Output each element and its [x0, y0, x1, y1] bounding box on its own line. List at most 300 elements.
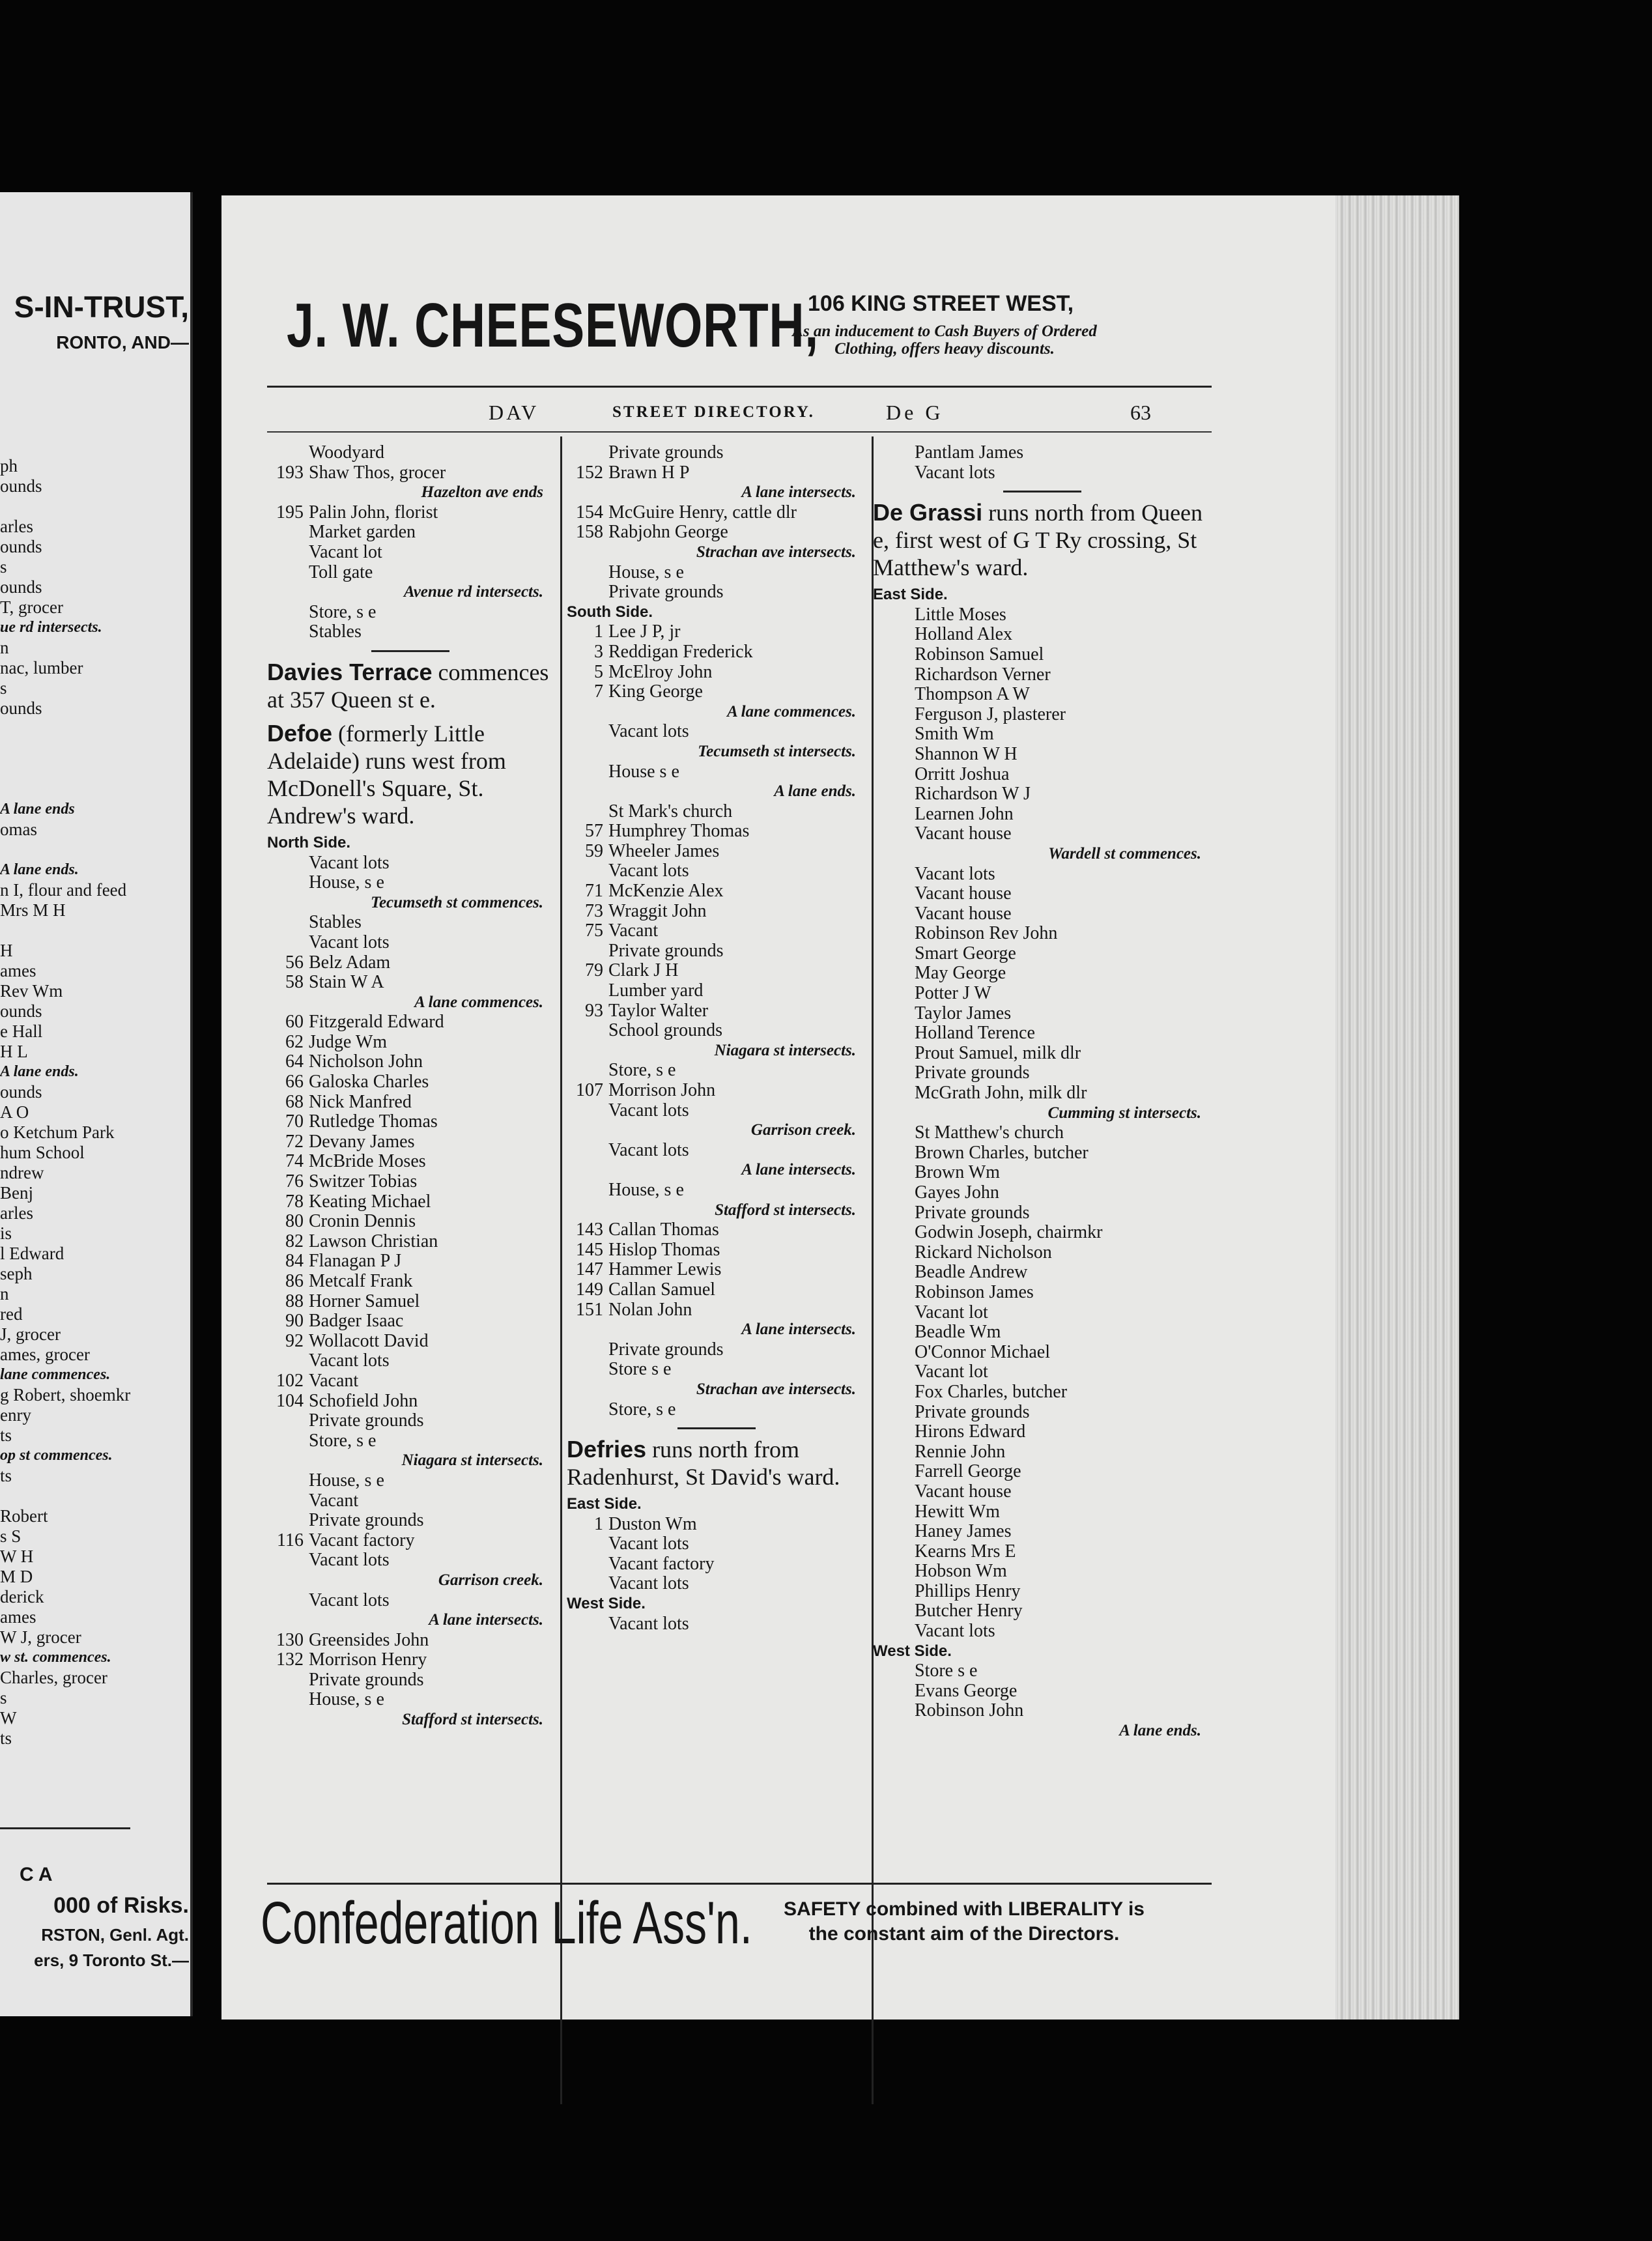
- street-name: Defoe: [267, 719, 333, 747]
- directory-entry: [567, 1515, 866, 1535]
- directory-entry: [567, 443, 866, 463]
- resident-name: Smart George: [915, 943, 1016, 963]
- house-number: 57: [585, 821, 603, 842]
- directory-entry: [267, 1650, 554, 1670]
- resident-name: Taylor James: [915, 1003, 1012, 1023]
- resident-name: Fox Charles, butcher: [915, 1381, 1068, 1402]
- directory-entry: [567, 1554, 866, 1575]
- directory-entry: [267, 1033, 554, 1053]
- resident-name: Private grounds: [915, 1063, 1030, 1083]
- left-page-line: W: [0, 1708, 17, 1728]
- directory-entry: [873, 1203, 1212, 1223]
- directory-entry: [567, 1081, 866, 1101]
- directory-entry: [267, 622, 554, 642]
- directory-entry: [873, 805, 1212, 825]
- directory-entry: [267, 563, 554, 583]
- left-page-line: arles: [0, 1203, 33, 1223]
- directory-entry: [567, 1400, 866, 1420]
- running-head-left: DAV: [489, 401, 539, 424]
- cross-street-note: Stafford st intersects.: [715, 1201, 856, 1219]
- resident-name: Little Moses: [915, 604, 1006, 625]
- resident-name: Flanagan P J: [309, 1251, 402, 1272]
- directory-entry: [873, 724, 1212, 745]
- resident-name: Nolan John: [608, 1299, 692, 1320]
- directory-entry: [267, 1212, 554, 1232]
- cross-street-note: A lane ends.: [1119, 1722, 1201, 1740]
- running-head-center: STREET DIRECTORY.: [612, 403, 815, 421]
- header-rule: [267, 386, 1212, 388]
- house-number: 1: [594, 1513, 603, 1534]
- directory-entry: [873, 1442, 1212, 1463]
- resident-name: May George: [915, 963, 1006, 984]
- house-number: 107: [576, 1080, 603, 1100]
- directory-entry: [267, 933, 554, 953]
- directory-entry: [873, 1183, 1212, 1203]
- column-3: [873, 443, 1212, 1741]
- resident-name: St Matthew's church: [915, 1122, 1064, 1143]
- left-page-line: ounds: [0, 1082, 42, 1102]
- resident-name: Switzer Tobias: [309, 1171, 418, 1192]
- resident-name: Private grounds: [608, 582, 724, 603]
- left-page-line: [0, 1486, 189, 1506]
- resident-name: Keating Michael: [309, 1191, 431, 1212]
- resident-name: Hirons Edward: [915, 1421, 1026, 1442]
- resident-name: Rickard Nicholson: [915, 1242, 1052, 1263]
- house-number: 79: [585, 960, 603, 981]
- directory-entry: [567, 802, 866, 822]
- left-page-line: g Robert, shoemkr: [0, 1385, 131, 1405]
- resident-name: Vacant lots: [309, 852, 390, 873]
- resident-name: Shannon W H: [915, 743, 1018, 764]
- resident-name: Stables: [309, 621, 362, 642]
- resident-name: Vacant: [608, 921, 659, 941]
- left-page-line: n: [0, 1284, 9, 1304]
- directory-entry: [873, 1243, 1212, 1263]
- directory-entry: [267, 1491, 554, 1511]
- directory-entry: [267, 1411, 554, 1431]
- house-number: 76: [285, 1171, 304, 1192]
- street-heading: [567, 1436, 866, 1491]
- house-number: 56: [285, 952, 304, 973]
- directory-entry: [873, 1023, 1212, 1044]
- left-page-line: ounds: [0, 476, 42, 496]
- column-2: [567, 443, 866, 1634]
- directory-entry: [873, 705, 1212, 725]
- house-number: 7: [594, 681, 603, 702]
- house-number: 58: [285, 972, 304, 993]
- house-number: 104: [276, 1390, 304, 1411]
- directory-entry: [873, 1322, 1212, 1343]
- running-head: [221, 401, 1329, 427]
- house-number: 82: [285, 1231, 304, 1251]
- house-number: 145: [576, 1239, 603, 1260]
- resident-name: Godwin Joseph, chairmkr: [915, 1222, 1103, 1243]
- cross-street-note: A lane intersects.: [429, 1611, 543, 1629]
- resident-name: Potter J W: [915, 983, 991, 1004]
- advertisement-header: [221, 290, 1329, 362]
- resident-name: Vacant: [309, 1490, 359, 1511]
- directory-entry: [267, 953, 554, 973]
- resident-name: House, s e: [309, 1470, 384, 1491]
- left-page-line: Charles, grocer: [0, 1668, 107, 1687]
- street-name: De Grassi: [873, 499, 983, 526]
- directory-entry: [873, 625, 1212, 645]
- resident-name: Fitzgerald Edward: [309, 1012, 444, 1033]
- resident-name: Vacant lots: [915, 863, 995, 884]
- resident-name: Vacant lots: [608, 861, 689, 881]
- left-page-line: s: [0, 557, 7, 577]
- directory-entry: [567, 463, 866, 483]
- resident-name: Vacant lots: [608, 1100, 689, 1120]
- cross-street-note: Wardell st commences.: [1048, 844, 1201, 863]
- directory-entry: [567, 1280, 866, 1300]
- left-page-line: is: [0, 1223, 12, 1243]
- house-number: 158: [576, 522, 603, 543]
- directory-entry: [567, 1001, 866, 1021]
- left-page-line: Robert: [0, 1506, 48, 1526]
- directory-entry: [267, 463, 554, 483]
- house-number: 193: [276, 462, 304, 483]
- directory-entry: [267, 1431, 554, 1451]
- previous-page-fragment: [0, 192, 193, 2016]
- resident-name: Phillips Henry: [915, 1580, 1021, 1601]
- directory-entry: [267, 1272, 554, 1292]
- house-number: 71: [585, 881, 603, 902]
- house-number: 93: [585, 1000, 603, 1021]
- left-page-text: [0, 456, 189, 1749]
- resident-name: Brown Wm: [915, 1162, 1000, 1183]
- directory-entry: [567, 902, 866, 922]
- house-number: 102: [276, 1370, 304, 1391]
- left-page-line: ph: [0, 456, 18, 476]
- directory-entry: [873, 1701, 1212, 1721]
- directory-entry: [873, 1422, 1212, 1442]
- resident-name: Rabjohn George: [608, 522, 728, 543]
- directory-entry: [873, 1582, 1212, 1602]
- house-number: 84: [285, 1251, 304, 1272]
- directory-entry: [567, 682, 866, 702]
- cross-street-note: A lane ends.: [774, 782, 856, 801]
- directory-entry: [267, 1351, 554, 1371]
- resident-name: Private grounds: [309, 1410, 424, 1431]
- directory-entry: [873, 1123, 1212, 1143]
- directory-entry: [873, 443, 1212, 463]
- cross-street-note: Avenue rd intersects.: [403, 583, 543, 601]
- directory-entry: [267, 1052, 554, 1072]
- cross-street-note: Garrison creek.: [438, 1571, 543, 1589]
- house-number: 72: [285, 1131, 304, 1152]
- left-page-line: [0, 759, 189, 779]
- directory-entry: [873, 1263, 1212, 1283]
- left-page-line: Rev Wm: [0, 981, 63, 1001]
- resident-name: Beadle Andrew: [915, 1262, 1028, 1283]
- resident-name: Ferguson J, plasterer: [915, 704, 1066, 724]
- house-number: 78: [285, 1191, 304, 1212]
- resident-name: Metcalf Frank: [309, 1271, 413, 1291]
- directory-entry: [873, 924, 1212, 944]
- section-separator: [1003, 491, 1081, 492]
- street-heading: [267, 659, 554, 713]
- resident-name: Vacant lots: [608, 1613, 689, 1634]
- resident-name: Private grounds: [309, 1669, 424, 1690]
- resident-name: Vacant lot: [915, 1302, 988, 1322]
- directory-entry: [567, 1260, 866, 1280]
- left-page-line: ts: [0, 1466, 12, 1485]
- left-page-line: [0, 840, 189, 860]
- left-page-header-line1: S-IN-TRUST,: [14, 290, 189, 324]
- house-number: 149: [576, 1279, 603, 1300]
- left-page-line: ts: [0, 1425, 12, 1445]
- header-brand: J. W. CHEESEWORTH,: [287, 291, 819, 360]
- resident-name: Hewitt Wm: [915, 1501, 1000, 1522]
- resident-name: Vacant lots: [608, 1139, 689, 1160]
- directory-entry: [267, 1112, 554, 1132]
- directory-entry: [267, 1332, 554, 1352]
- resident-name: Lumber yard: [608, 980, 704, 1001]
- directory-entry: [267, 443, 554, 463]
- directory-entry: [267, 1232, 554, 1252]
- directory-entry: [267, 1690, 554, 1710]
- resident-name: Brown Charles, butcher: [915, 1142, 1089, 1163]
- left-page-line: Benj: [0, 1183, 33, 1203]
- directory-entry: [267, 543, 554, 563]
- left-page-line: H L: [0, 1042, 28, 1061]
- left-page-line: w st. commences.: [0, 1649, 111, 1666]
- resident-name: St Mark's church: [608, 801, 733, 821]
- directory-entry: [873, 1462, 1212, 1482]
- resident-name: Morrison Henry: [309, 1649, 427, 1670]
- left-page-bottom-marker: C A: [20, 1864, 53, 1885]
- directory-entry: [267, 603, 554, 623]
- left-page-line: ts: [0, 1728, 12, 1748]
- cross-street-note: Niagara st intersects.: [401, 1451, 543, 1470]
- directory-entry: [267, 1292, 554, 1312]
- directory-entry: [267, 1311, 554, 1332]
- resident-name: Nick Manfred: [309, 1091, 412, 1112]
- resident-name: Store, s e: [309, 601, 377, 622]
- directory-entry: [873, 824, 1212, 844]
- resident-name: Market garden: [309, 522, 416, 543]
- resident-name: Devany James: [309, 1131, 415, 1152]
- left-page-line: [0, 496, 189, 517]
- resident-name: Smith Wm: [915, 724, 994, 745]
- directory-entry: [567, 1574, 866, 1594]
- left-page-line: A lane ends.: [0, 1063, 79, 1080]
- directory-entry: [567, 961, 866, 981]
- directory-entry: [267, 1531, 554, 1551]
- resident-name: Private grounds: [608, 940, 724, 961]
- street-description: (formerly Little Adelaide) runs west from McDonell's Square, St. Andrew's ward.: [267, 720, 506, 829]
- directory-entry: [873, 1661, 1212, 1681]
- left-page-line: W J, grocer: [0, 1627, 81, 1647]
- left-page-line: op st commences.: [0, 1447, 113, 1464]
- running-head-rule: [267, 431, 1212, 433]
- house-number: 1: [594, 621, 603, 642]
- resident-name: Lee J P, jr: [608, 621, 681, 642]
- resident-name: Vacant lots: [309, 932, 390, 952]
- page-number: 63: [1130, 401, 1151, 424]
- resident-name: Private grounds: [915, 1401, 1030, 1422]
- directory-entry: [567, 1534, 866, 1554]
- side-heading: North Side.: [267, 833, 351, 851]
- left-page-line: e Hall: [0, 1021, 43, 1041]
- left-page-line: J, grocer: [0, 1324, 61, 1344]
- resident-name: Callan Thomas: [608, 1220, 719, 1240]
- directory-entry: [873, 1362, 1212, 1382]
- house-number: 147: [576, 1259, 603, 1280]
- directory-entry: [873, 1382, 1212, 1403]
- column-1: [267, 443, 554, 1730]
- resident-name: Morrison John: [608, 1080, 716, 1100]
- house-number: 60: [285, 1012, 304, 1033]
- left-page-line: A lane ends: [0, 801, 75, 818]
- resident-name: Vacant lots: [915, 462, 995, 483]
- house-number: 143: [576, 1220, 603, 1240]
- resident-name: Robinson Samuel: [915, 644, 1044, 664]
- left-page-line: ounds: [0, 698, 42, 718]
- directory-entry: [267, 1631, 554, 1651]
- house-number: 130: [276, 1629, 304, 1650]
- resident-name: Robinson Rev John: [915, 923, 1058, 944]
- house-number: 64: [285, 1051, 304, 1072]
- left-page-line: omas: [0, 820, 37, 839]
- directory-entry: [873, 1343, 1212, 1363]
- directory-entry: [267, 1511, 554, 1531]
- left-page-line: s: [0, 1688, 7, 1707]
- resident-name: House, s e: [608, 1179, 684, 1200]
- left-page-footer-line2: RSTON, Genl. Agt.: [41, 1925, 189, 1945]
- directory-entry: [873, 784, 1212, 805]
- street-heading: [267, 720, 554, 829]
- left-page-line: s S: [0, 1526, 21, 1546]
- house-number: 62: [285, 1031, 304, 1052]
- resident-name: Evans George: [915, 1680, 1018, 1701]
- directory-entry: [567, 563, 866, 583]
- directory-entry: [567, 1101, 866, 1121]
- resident-name: O'Connor Michael: [915, 1341, 1051, 1362]
- resident-name: Lawson Christian: [309, 1231, 438, 1251]
- directory-entry: [567, 842, 866, 862]
- resident-name: Private grounds: [608, 1339, 724, 1360]
- directory-entry: [267, 1152, 554, 1172]
- directory-entry: [873, 984, 1212, 1004]
- directory-entry: [873, 1502, 1212, 1522]
- directory-entry: [873, 1143, 1212, 1163]
- resident-name: Pantlam James: [915, 442, 1024, 463]
- page-edges: [1329, 195, 1459, 2020]
- resident-name: House, s e: [309, 872, 384, 893]
- resident-name: Toll gate: [309, 562, 373, 582]
- resident-name: Holland Terence: [915, 1023, 1035, 1044]
- directory-entry: [267, 1072, 554, 1092]
- resident-name: Robinson James: [915, 1281, 1034, 1302]
- resident-name: Hislop Thomas: [608, 1239, 720, 1260]
- left-page-footer: [0, 1860, 189, 1973]
- directory-entry: [267, 913, 554, 933]
- left-page-line: A lane ends.: [0, 861, 79, 878]
- directory-entry: [873, 685, 1212, 705]
- directory-entry: [567, 1614, 866, 1634]
- directory-entry: [267, 853, 554, 874]
- resident-name: Vacant lots: [608, 721, 689, 742]
- house-number: 152: [576, 462, 603, 483]
- directory-entry: [567, 921, 866, 941]
- resident-name: Vacant lot: [915, 1362, 988, 1382]
- left-page-line: hum School: [0, 1143, 85, 1162]
- directory-entry: [873, 1044, 1212, 1064]
- resident-name: House, s e: [608, 562, 684, 582]
- directory-entry: [267, 1371, 554, 1392]
- resident-name: Schofield John: [309, 1390, 418, 1411]
- directory-entry: [873, 1482, 1212, 1502]
- resident-name: Palin John, florist: [309, 502, 438, 522]
- left-page-line: H: [0, 941, 13, 960]
- side-heading: West Side.: [873, 1642, 952, 1660]
- resident-name: Taylor Walter: [608, 1000, 709, 1021]
- resident-name: Vacant factory: [608, 1553, 715, 1574]
- directory-entry: [567, 1180, 866, 1201]
- header-tagline: As an inducement to Cash Buyers of Ordered Clothing, offers heavy discounts.: [792, 322, 1097, 358]
- directory-entry: [873, 1601, 1212, 1621]
- directory-entry: [567, 1340, 866, 1360]
- resident-name: Vacant lots: [915, 1621, 995, 1642]
- left-page-line: Mrs M H: [0, 900, 66, 920]
- directory-entry: [567, 1061, 866, 1081]
- directory-entry: [267, 1471, 554, 1491]
- resident-name: Richardson Verner: [915, 664, 1051, 685]
- resident-name: House, s e: [309, 1689, 384, 1710]
- resident-name: Galoska Charles: [309, 1072, 429, 1092]
- resident-name: Holland Alex: [915, 624, 1013, 645]
- directory-entry: [567, 1021, 866, 1041]
- left-page-line: derick: [0, 1587, 44, 1606]
- left-page-line: M D: [0, 1567, 33, 1586]
- resident-name: Rutledge Thomas: [309, 1111, 438, 1132]
- resident-name: School grounds: [608, 1020, 722, 1041]
- resident-name: Private grounds: [309, 1510, 424, 1531]
- directory-entry: [567, 642, 866, 663]
- directory-entry: [873, 745, 1212, 765]
- directory-entry: [567, 722, 866, 742]
- directory-entry: [873, 605, 1212, 625]
- street-name: Davies Terrace: [267, 658, 433, 685]
- directory-entry: [267, 503, 554, 523]
- left-page-line: ounds: [0, 577, 42, 597]
- house-number: 75: [585, 921, 603, 941]
- resident-name: Private grounds: [915, 1202, 1030, 1223]
- directory-entry: [567, 861, 866, 881]
- left-page-separator: [0, 1827, 130, 1829]
- resident-name: Beadle Wm: [915, 1322, 1001, 1343]
- resident-name: Vacant lots: [309, 1590, 390, 1610]
- cross-street-note: A lane commences.: [414, 993, 543, 1011]
- cross-street-note: Tecumseth st commences.: [370, 893, 543, 911]
- resident-name: Store, s e: [309, 1430, 377, 1451]
- resident-name: Store s e: [608, 1359, 672, 1380]
- resident-name: Judge Wm: [309, 1031, 388, 1052]
- directory-entry: [267, 1092, 554, 1113]
- section-separator: [371, 650, 449, 652]
- directory-entry: [267, 1251, 554, 1272]
- directory-entry: [873, 864, 1212, 885]
- header-address: 106 KING STREET WEST,: [808, 291, 1074, 316]
- resident-name: Rennie John: [915, 1441, 1006, 1462]
- resident-name: Wollacott David: [309, 1330, 429, 1351]
- directory-entry: [567, 582, 866, 603]
- resident-name: Thompson A W: [915, 684, 1030, 705]
- cross-street-note: Garrison creek.: [750, 1121, 856, 1139]
- house-number: 86: [285, 1271, 304, 1291]
